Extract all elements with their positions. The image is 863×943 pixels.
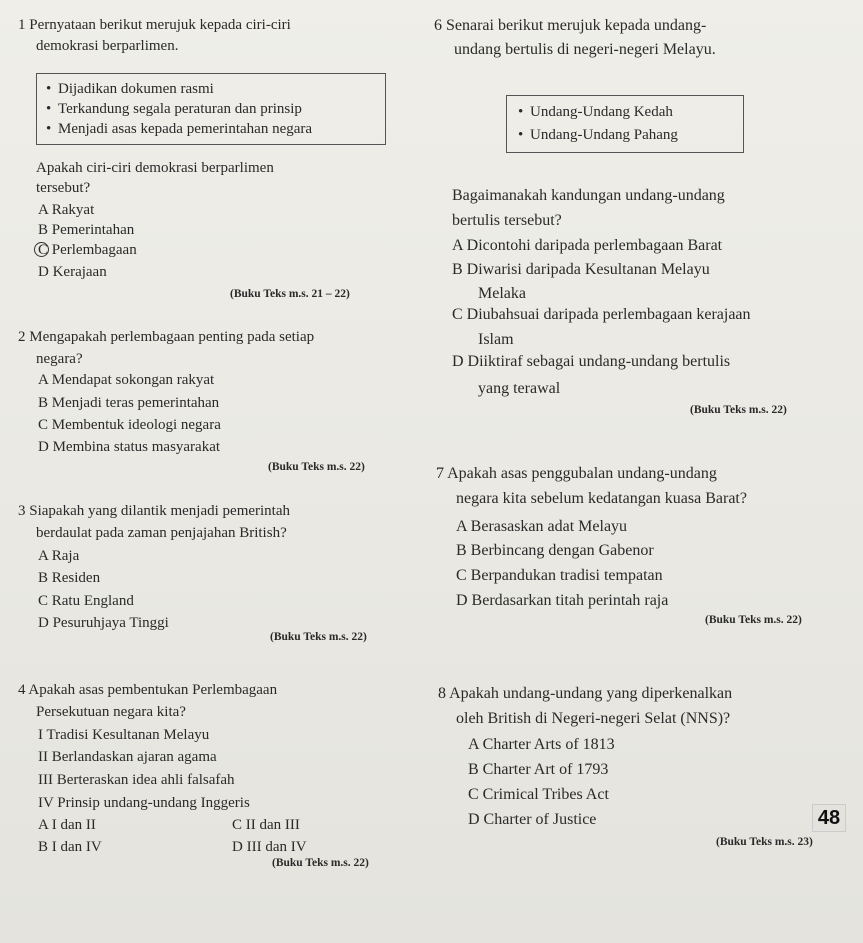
q2-option-c: C Membentuk ideologi negara xyxy=(38,417,221,433)
q4-source: (Buku Teks m.s. 22) xyxy=(272,857,369,869)
q1-box-item: • Menjadi asas kepada pemerintahan negara xyxy=(46,120,312,138)
q3-line1: 3 Siapakah yang dilantik menjadi pemerintah xyxy=(18,503,291,519)
q7-line1: 7 Apakah asas penggubalan undang-undang xyxy=(436,465,717,482)
q6-option-d-cont: yang terawal xyxy=(478,380,561,397)
q7-option-c: C Berpandukan tradisi tempatan xyxy=(456,567,663,584)
q3-option-a: A Raja xyxy=(38,548,80,564)
q1-stem-line1: Apakah ciri-ciri demokrasi berparlimen xyxy=(36,160,274,176)
q8-option-b: B Charter Art of 1793 xyxy=(468,761,609,778)
q4-item-iv: IV Prinsip undang-undang Inggeris xyxy=(38,795,250,811)
q6-option-d: D Diiktiraf sebagai undang-undang bertulis xyxy=(452,353,731,370)
q1-source: (Buku Teks m.s. 21 – 22) xyxy=(230,288,350,300)
q6-box-item: • Undang-Undang Pahang xyxy=(518,126,678,144)
q1-option-b: B Pemerintahan xyxy=(38,222,135,238)
q3-source: (Buku Teks m.s. 22) xyxy=(270,631,367,643)
q1-box-item: • Terkandung segala peraturan dan prinsip xyxy=(46,100,302,118)
q1-line1: 1 Pernyataan berikut merujuk kepada ciri-ciri xyxy=(18,17,291,33)
q1-option-c: C Perlembagaan xyxy=(38,241,137,259)
q1-option-a: A Rakyat xyxy=(38,202,95,218)
q8-option-a: A Charter Arts of 1813 xyxy=(468,736,615,753)
q7-option-a: A Berasaskan adat Melayu xyxy=(456,518,628,535)
q7-line2: negara kita sebelum kedatangan kuasa Barat? xyxy=(456,490,747,507)
q7-source: (Buku Teks m.s. 22) xyxy=(705,614,802,626)
q1-line2: demokrasi berparlimen. xyxy=(36,38,179,54)
q6-stem-line2: bertulis tersebut? xyxy=(452,212,562,229)
q6-option-c: C Diubahsuai daripada perlembagaan kerajaan xyxy=(452,306,751,323)
q6-option-a: A Dicontohi daripada perlembagaan Barat xyxy=(452,237,723,254)
answer-circle-mark xyxy=(34,242,49,257)
q6-option-c-cont: Islam xyxy=(478,331,514,348)
q6-line2: undang bertulis di negeri-negeri Melayu. xyxy=(454,41,716,58)
q8-line1: 8 Apakah undang-undang yang diperkenalkan xyxy=(438,685,733,702)
q4-option-a: A I dan II xyxy=(38,817,96,833)
q1-stem-line2: tersebut? xyxy=(36,180,91,196)
q2-line1: 2 Mengapakah perlembagaan penting pada setiap xyxy=(18,329,315,345)
q8-option-c: C Crimical Tribes Act xyxy=(468,786,609,803)
q8-source: (Buku Teks m.s. 23) xyxy=(716,836,813,848)
q4-item-i: I Tradisi Kesultanan Melayu xyxy=(38,727,210,743)
q4-line1: 4 Apakah asas pembentukan Perlembagaan xyxy=(18,682,278,698)
q4-option-c: C II dan III xyxy=(232,817,300,833)
q6-source: (Buku Teks m.s. 22) xyxy=(690,404,787,416)
q3-option-c: C Ratu England xyxy=(38,593,134,609)
q2-option-d: D Membina status masyarakat xyxy=(38,439,221,455)
q3-option-b: B Residen xyxy=(38,570,101,586)
q6-stem-line1: Bagaimanakah kandungan undang-undang xyxy=(452,187,725,204)
q2-source: (Buku Teks m.s. 22) xyxy=(268,461,365,473)
page-number: 48 xyxy=(812,804,846,832)
q1-box-item: • Dijadikan dokumen rasmi xyxy=(46,80,214,98)
q8-line2: oleh British di Negeri-negeri Selat (NNS)? xyxy=(456,710,731,727)
q8-option-d: D Charter of Justice xyxy=(468,811,597,828)
q2-option-b: B Menjadi teras pemerintahan xyxy=(38,395,220,411)
q7-option-d: D Berdasarkan titah perintah raja xyxy=(456,592,669,609)
q6-line1: 6 Senarai berikut merujuk kepada undang- xyxy=(434,17,707,34)
q2-option-a: A Mendapat sokongan rakyat xyxy=(38,372,215,388)
q1-option-d: D Kerajaan xyxy=(38,264,107,280)
q4-item-iii: III Berteraskan idea ahli falsafah xyxy=(38,772,235,788)
q3-line2: berdaulat pada zaman penjajahan British? xyxy=(36,525,287,541)
q6-option-b-cont: Melaka xyxy=(478,285,526,302)
q4-option-b: B I dan IV xyxy=(38,839,102,855)
q7-option-b: B Berbincang dengan Gabenor xyxy=(456,542,654,559)
q2-line2: negara? xyxy=(36,351,83,367)
q3-option-d: D Pesuruhjaya Tinggi xyxy=(38,615,169,631)
q4-item-ii: II Berlandaskan ajaran agama xyxy=(38,749,217,765)
q6-option-b: B Diwarisi daripada Kesultanan Melayu xyxy=(452,261,710,278)
q6-box-item: • Undang-Undang Kedah xyxy=(518,103,673,121)
q4-line2: Persekutuan negara kita? xyxy=(36,704,186,720)
q4-option-d: D III dan IV xyxy=(232,839,307,855)
